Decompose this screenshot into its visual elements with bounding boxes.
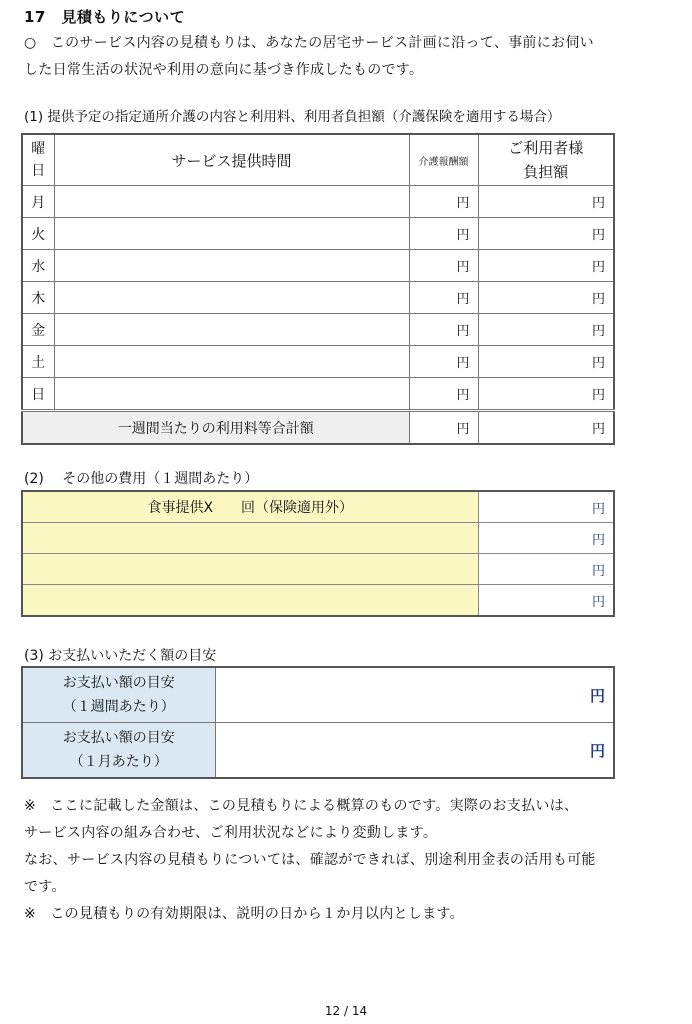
note-line-3: なお、サービス内容の見積もりについては、確認ができれば、別途利用金表の活用も可能 (24, 852, 596, 868)
other-costs-table (21, 490, 615, 617)
meal-label-cell: 食事提供X 回（保険適用外） (22, 491, 478, 523)
service-time-cell (54, 282, 409, 314)
table-row (22, 250, 614, 282)
service-time-cell (54, 378, 409, 411)
burden-cell: 円 (478, 346, 614, 378)
amount-cell: 円 (478, 585, 614, 617)
note-line-4: です。 (24, 879, 66, 895)
section1-title: (1) 提供予定の指定通所介護の内容と利用料、利用者負担額（介護保険を適用する場合） (24, 109, 561, 125)
day-cell: 木 (22, 282, 54, 314)
burden-cell: 円 (478, 378, 614, 411)
section2-title: (2) その他の費用（１週間あたり） (24, 471, 259, 487)
total-row (22, 411, 614, 445)
estimate-table (21, 133, 615, 445)
weekly-total-label: 一週間当たりの利用料等合計額 (22, 411, 409, 445)
service-time-cell (54, 218, 409, 250)
fee-cell: 円 (409, 250, 478, 282)
table-row (22, 723, 614, 779)
label-cell (22, 585, 478, 617)
weekly-estimate-label: お支払い額の目安 （１週間あたり） (22, 667, 215, 723)
monthly-amount-cell: 円 (215, 723, 614, 779)
intro-line-1: ○ このサービス内容の見積もりは、あなたの居宅サービス計画に沿って、事前にお伺い (24, 35, 594, 51)
table-row (22, 282, 614, 314)
service-time-cell (54, 250, 409, 282)
section-heading: 17 見積もりについて (24, 8, 186, 26)
table-row (22, 667, 614, 723)
service-time-cell (54, 186, 409, 218)
table-row (22, 585, 614, 617)
table-row (22, 346, 614, 378)
page-number: 12 / 14 (324, 1004, 368, 1018)
service-time-cell (54, 346, 409, 378)
burden-cell: 円 (478, 218, 614, 250)
day-header: 曜 日 (22, 134, 54, 186)
payment-estimate-table (21, 666, 615, 779)
service-time-header: サービス提供時間 (54, 134, 409, 186)
weekly-amount-cell: 円 (215, 667, 614, 723)
table-row (22, 523, 614, 554)
table-row (22, 186, 614, 218)
amount-cell: 円 (478, 491, 614, 523)
fee-cell: 円 (409, 346, 478, 378)
day-cell: 土 (22, 346, 54, 378)
total-burden-cell: 円 (478, 411, 614, 445)
fee-cell: 円 (409, 314, 478, 346)
label-cell (22, 523, 478, 554)
table-row (22, 218, 614, 250)
monthly-estimate-label: お支払い額の目安 （１月あたり） (22, 723, 215, 779)
day-cell: 火 (22, 218, 54, 250)
fee-cell: 円 (409, 378, 478, 411)
care-fee-header: 介護報酬額 (409, 134, 478, 186)
note-line-2: サービス内容の組み合わせ、ご利用状況などにより変動します。 (24, 825, 438, 841)
table-row (22, 554, 614, 585)
amount-cell: 円 (478, 523, 614, 554)
table-row (22, 314, 614, 346)
label-cell (22, 554, 478, 585)
fee-cell: 円 (409, 186, 478, 218)
user-burden-header: ご利用者様 負担額 (478, 134, 614, 186)
burden-cell: 円 (478, 282, 614, 314)
day-cell: 水 (22, 250, 54, 282)
day-cell: 金 (22, 314, 54, 346)
section3-title: (3) お支払いいただく額の目安 (24, 648, 217, 664)
note-line-5: ※ この見積もりの有効期限は、説明の日から１か月以内とします。 (24, 906, 464, 922)
table-row (22, 491, 614, 523)
total-fee-cell: 円 (409, 411, 478, 445)
amount-cell: 円 (478, 554, 614, 585)
burden-cell: 円 (478, 250, 614, 282)
fee-cell: 円 (409, 282, 478, 314)
note-line-1: ※ ここに記載した金額は、この見積もりによる概算のものです。実際のお支払いは、 (24, 798, 579, 814)
day-cell: 日 (22, 378, 54, 411)
fee-cell: 円 (409, 218, 478, 250)
burden-cell: 円 (478, 186, 614, 218)
table-row (22, 378, 614, 411)
day-cell: 月 (22, 186, 54, 218)
intro-line-2: した日常生活の状況や利用の意向に基づき作成したものです。 (24, 62, 424, 78)
burden-cell: 円 (478, 314, 614, 346)
service-time-cell (54, 314, 409, 346)
